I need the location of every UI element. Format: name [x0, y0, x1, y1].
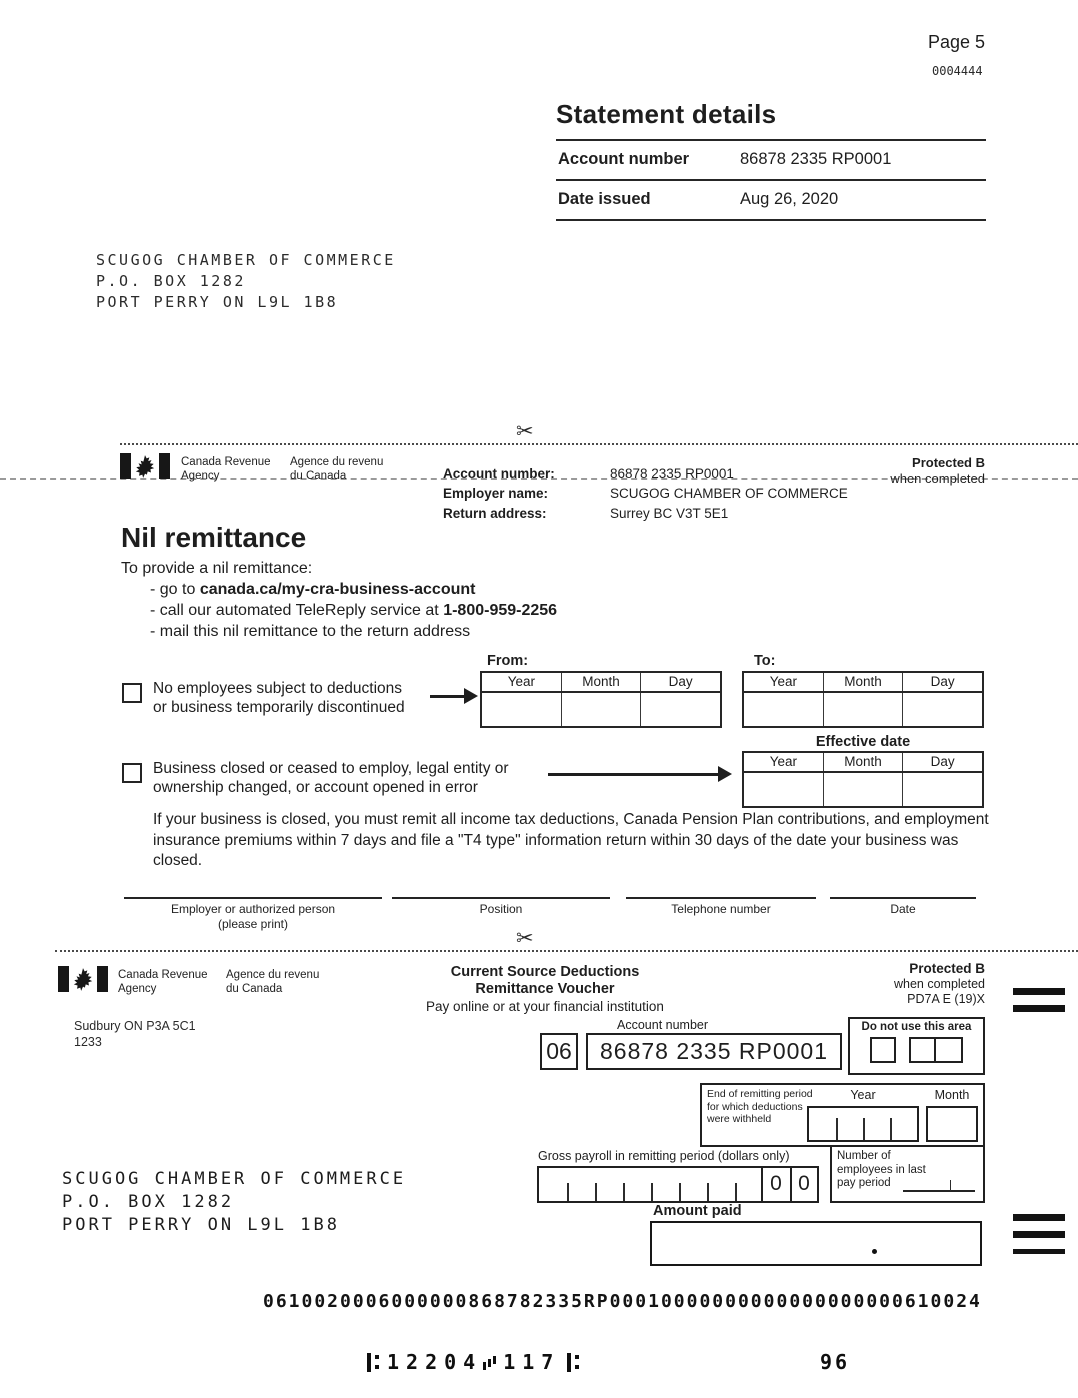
month-input-cell[interactable]	[824, 693, 904, 726]
label-line: Employer or authorized person	[170, 902, 336, 916]
label-line: Business closed or ceased to employ, legal entity or	[153, 760, 509, 777]
arrow-right-icon	[548, 766, 732, 782]
month-column-header: Month	[824, 753, 904, 771]
micr-digits: 12204	[387, 1350, 483, 1374]
arrow-head	[718, 766, 732, 782]
agency-name-fr	[290, 455, 383, 483]
day-column-header: Day	[930, 674, 955, 689]
do-not-use-area	[848, 1017, 985, 1075]
voucher-title-line: Current Source Deductions	[450, 964, 640, 980]
month-column-header: Month	[824, 673, 904, 691]
table-row	[556, 179, 986, 221]
protected-b-stamp	[830, 455, 985, 487]
signature-line[interactable]	[830, 897, 976, 899]
agency-name-en	[118, 968, 208, 996]
day-input-cell[interactable]	[641, 693, 720, 726]
address-line: P.O. BOX 1282	[62, 1192, 235, 1212]
registration-mark	[1013, 1231, 1065, 1238]
business-closed-note: If your business is closed, you must remit all income tax deductions, Canada Pension Plan contributions, and employment insurance premiums within 7 days and file a "T4 type" information return within 30 days of the date your business was closed.	[153, 811, 989, 869]
account-number-box: 86878 2335 RP0001	[586, 1033, 842, 1070]
business-closed-checkbox[interactable]	[122, 763, 142, 783]
cell-tick	[623, 1183, 625, 1201]
bullet-bold-text: canada.ca/my-cra-business-account	[199, 581, 476, 598]
payer-address	[62, 1168, 406, 1237]
cell-tick	[567, 1183, 569, 1201]
cell-tick	[735, 1183, 737, 1201]
arrow-line	[548, 773, 721, 776]
year-input-cell[interactable]	[744, 693, 824, 726]
to-date-table	[742, 671, 984, 728]
account-number-label: Account number:	[443, 466, 555, 481]
month-column-header: Month	[562, 673, 642, 691]
date-issued-value: Aug 26, 2020	[740, 190, 839, 208]
protected-b-line: when completed	[893, 976, 985, 991]
registration-mark	[1013, 988, 1065, 995]
cell-tick	[890, 1118, 892, 1140]
gross-payroll-label: Gross payroll in remitting period (dollars only)	[538, 1149, 790, 1163]
cut-line	[120, 443, 1078, 445]
from-label: From:	[487, 653, 529, 669]
signature-field-position	[392, 897, 610, 917]
agency-line: Agency	[181, 470, 220, 482]
agency-line: du Canada	[290, 470, 347, 482]
voucher-subtitle: Pay online or at your financial institution	[426, 999, 664, 1014]
account-number-value: 86878 2335 RP0001	[610, 466, 734, 481]
cents-digit: 0	[798, 1172, 810, 1195]
agency-name-en	[181, 455, 271, 483]
signature-field-date	[830, 897, 976, 917]
protected-b-line: Protected B	[912, 455, 985, 470]
table-input-row	[744, 773, 982, 806]
registration-mark	[1013, 1249, 1065, 1254]
signature-line[interactable]	[392, 897, 610, 899]
signature-field-phone	[626, 897, 816, 917]
agency-name-fr	[226, 968, 319, 996]
month-input-box[interactable]	[926, 1106, 978, 1142]
day-input-cell[interactable]	[903, 693, 982, 726]
list-item	[150, 602, 557, 620]
signature-line[interactable]	[626, 897, 816, 899]
label-line: ownership changed, or account opened in error	[153, 779, 478, 796]
micr-onus-icon	[482, 1353, 497, 1372]
maple-leaf-icon	[69, 966, 97, 992]
voucher-title-line: Remittance Voucher	[475, 981, 615, 997]
signature-label	[124, 902, 382, 932]
date-issued-label: Date issued	[558, 190, 651, 208]
agency-line: Canada Revenue	[118, 969, 208, 981]
protected-b-stamp	[840, 961, 985, 1008]
address-line: 1233	[74, 1035, 102, 1049]
agency-line: Agency	[118, 983, 157, 995]
statement-details-title: Statement details	[556, 99, 777, 129]
list-item	[150, 623, 470, 641]
list-item	[150, 581, 475, 599]
bullet-text: - call our automated TeleReply service at	[150, 602, 444, 619]
amount-paid-label: Amount paid	[653, 1203, 742, 1219]
cell-tick	[679, 1183, 681, 1201]
scissors-icon: ✂	[516, 420, 534, 443]
bullet-text: - go to	[150, 581, 200, 598]
arrow-head	[464, 688, 478, 704]
address-line: SCUGOG CHAMBER OF COMMERCE	[96, 251, 396, 269]
statement-details-table	[556, 139, 986, 221]
return-address-label: Return address:	[443, 506, 547, 521]
address-line: P.O. BOX 1282	[96, 272, 246, 290]
ocr-code-line: 0610020006000000868782335RP00010000000000000000000610024	[263, 1291, 982, 1312]
cell-tick	[595, 1183, 597, 1201]
nil-remittance-title: Nil remittance	[121, 522, 307, 553]
cell-tick	[863, 1118, 865, 1140]
micr-transit-icon	[366, 1353, 381, 1372]
end-of-remitting-period-label: End of remitting period for which deductions were withheld	[707, 1088, 813, 1125]
flag-bar	[159, 453, 170, 479]
do-not-use-cells	[850, 1037, 983, 1063]
micr-digits: 117	[503, 1350, 561, 1374]
end-of-remitting-period-box	[700, 1083, 985, 1147]
program-code-box: 06	[540, 1033, 578, 1070]
signature-label: Telephone number	[671, 902, 771, 916]
signature-field-employer	[124, 897, 382, 932]
year-input-box[interactable]	[807, 1106, 919, 1142]
table-row	[556, 139, 986, 179]
arrow-line	[430, 695, 467, 698]
from-date-table	[480, 671, 722, 728]
month-input-cell[interactable]	[824, 773, 904, 806]
cell-tick	[707, 1183, 709, 1201]
address-line: PORT PERRY ON L9L 1B8	[62, 1215, 340, 1235]
cell-tick	[651, 1183, 653, 1201]
canada-flag-logo	[58, 966, 108, 992]
voucher-title	[395, 964, 695, 1014]
employer-name-value: SCUGOG CHAMBER OF COMMERCE	[610, 486, 848, 501]
month-input-cell[interactable]	[562, 693, 642, 726]
table-input-row	[744, 693, 982, 726]
return-address-value: Surrey BC V3T 5E1	[610, 506, 729, 521]
signature-label: Position	[479, 902, 523, 916]
address-line: SCUGOG CHAMBER OF COMMERCE	[62, 1169, 407, 1189]
signature-line[interactable]	[124, 897, 382, 899]
cents-digit: 0	[770, 1172, 782, 1195]
blank-cell	[870, 1037, 896, 1063]
registration-mark	[1013, 1005, 1065, 1012]
cut-line	[55, 950, 1078, 952]
cra-return-address	[74, 1018, 196, 1050]
label-line: (please print)	[217, 917, 289, 931]
day-column-header: Day	[668, 674, 693, 689]
agency-line: du Canada	[226, 983, 283, 995]
arrow-right-icon	[430, 688, 478, 704]
agency-line: Agence du revenu	[226, 969, 320, 981]
canada-flag-logo	[120, 453, 170, 479]
gross-payroll-input-box[interactable]	[537, 1166, 819, 1203]
account-number-label: Account number	[617, 1018, 709, 1032]
year-input-cell[interactable]	[482, 693, 562, 726]
year-column-header: Year	[744, 753, 824, 771]
do-not-use-label: Do not use this area	[861, 1021, 972, 1033]
number-of-employees-label: Number of employees in last pay period	[837, 1150, 926, 1189]
cell-tick	[836, 1118, 838, 1140]
page-number: Page 5	[928, 32, 986, 52]
table-header-row	[744, 753, 982, 773]
maple-leaf-icon	[131, 453, 159, 479]
bullet-text: - mail this nil remittance to the return address	[150, 623, 471, 640]
no-employees-checkbox[interactable]	[122, 683, 142, 703]
address-line: Sudbury ON P3A 5C1	[74, 1019, 196, 1033]
month-label: Month	[934, 1088, 970, 1102]
label-line: or business temporarily discontinued	[153, 699, 405, 716]
decimal-point-dot	[872, 1249, 877, 1254]
signature-label: Date	[890, 902, 916, 916]
effective-date-label: Effective date	[815, 734, 911, 750]
year-column-header: Year	[744, 673, 824, 691]
amount-paid-input-box[interactable]	[650, 1221, 982, 1266]
no-employees-checkbox-label	[153, 679, 405, 717]
label-line: No employees subject to deductions	[153, 680, 403, 697]
micr-transit-icon	[566, 1353, 581, 1372]
nil-intro-text: To provide a nil remittance:	[121, 560, 313, 577]
agency-line: Agence du revenu	[290, 456, 384, 468]
protected-b-line: when completed	[890, 471, 985, 486]
address-line: PORT PERRY ON L9L 1B8	[96, 293, 339, 311]
table-input-row	[482, 693, 720, 726]
flag-bar	[120, 453, 131, 479]
table-header-row	[482, 673, 720, 693]
year-column-header: Year	[482, 673, 562, 691]
document-code: 0004444	[932, 64, 983, 78]
bullet-bold-text: 1-800-959-2256	[443, 602, 558, 619]
year-input-cell[interactable]	[744, 773, 824, 806]
micr-line	[366, 1350, 587, 1374]
account-number-label: Account number	[558, 150, 690, 168]
recipient-address	[96, 250, 396, 313]
account-number-value: 86878 2335 RP0001	[740, 150, 892, 168]
blank-cell	[909, 1037, 963, 1063]
flag-bar	[58, 966, 69, 992]
micr-page-number: 96	[820, 1350, 851, 1374]
employees-input-line[interactable]	[903, 1190, 975, 1192]
to-label: To:	[754, 653, 776, 669]
business-closed-checkbox-label	[153, 759, 509, 797]
flag-bar	[97, 966, 108, 992]
effective-date-table	[742, 751, 984, 808]
day-column-header: Day	[930, 754, 955, 769]
protected-b-line: Protected B	[909, 961, 985, 976]
table-header-row	[744, 673, 982, 693]
cell-tick	[950, 1180, 952, 1191]
cell-divider	[911, 1039, 936, 1061]
year-label: Year	[850, 1088, 876, 1102]
scissors-icon: ✂	[516, 927, 534, 950]
employer-name-label: Employer name:	[443, 486, 549, 501]
day-input-cell[interactable]	[903, 773, 982, 806]
agency-line: Canada Revenue	[181, 456, 271, 468]
registration-mark	[1013, 1214, 1065, 1221]
form-code: PD7A E (19)X	[907, 992, 985, 1006]
number-of-employees-box	[830, 1145, 985, 1203]
